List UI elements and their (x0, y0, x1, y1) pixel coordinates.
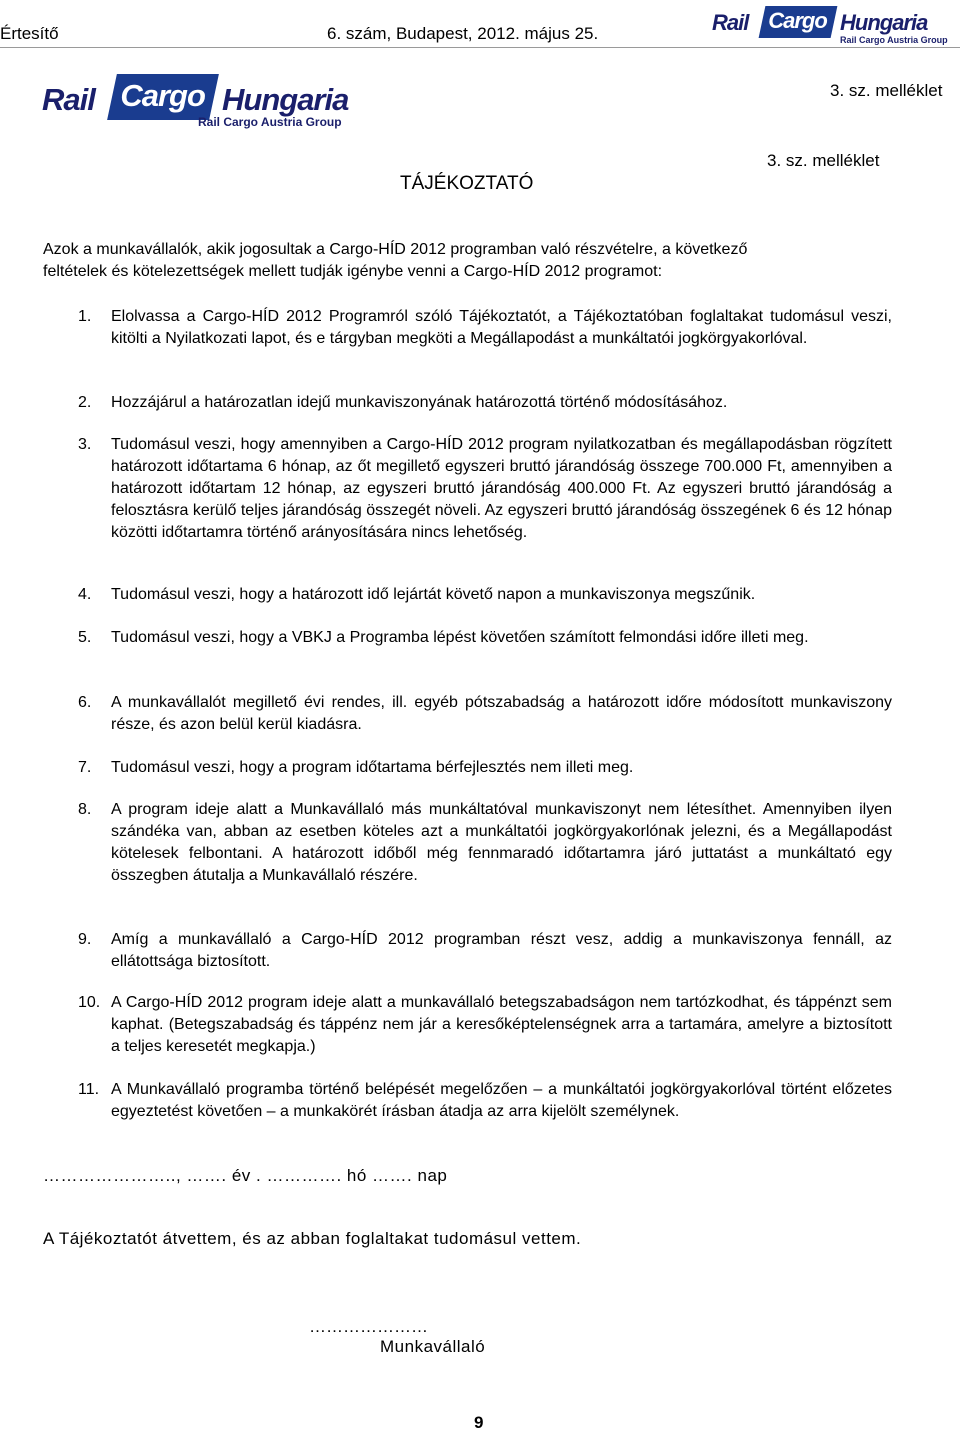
header-rule (0, 47, 960, 48)
journal-name: Értesítő (0, 24, 59, 43)
item-text: Elolvassa a Cargo-HÍD 2012 Programról szóló Tájékoztatót, a Tájékoztatóban foglaltakat tudomásul veszi, kitölti a Nyilatkozati lapot, és e tárgyban megköti a Megállapodást a munkáltatói jogkörgyakorlóval. (111, 308, 892, 347)
annex-label-top: 3. sz. melléklet (830, 81, 943, 100)
page-number: 9 (474, 1413, 484, 1432)
item-number: 4. (78, 586, 92, 603)
logo-rail-text: Rail (42, 82, 95, 117)
logo-group-text: Rail Cargo Austria Group (198, 115, 342, 129)
item-number: 1. (78, 308, 92, 325)
item-text: Amíg a munkavállaló a Cargo-HÍD 2012 programban részt vesz, addig a munkaviszonya fennáll, az ellátottsága biztosított. (111, 931, 892, 970)
logo-hungaria-text: Hungaria (222, 82, 349, 117)
item-number: 11. (78, 1081, 100, 1098)
signature-line: ………………… (309, 1317, 428, 1336)
intro-line-1: Azok a munkavállalók, akik jogosultak a Cargo-HÍD 2012 programban való részvételre, a következő (43, 241, 748, 258)
acknowledgement: A Tájékoztatót átvettem, és az abban foglaltakat tudomásul vettem. (43, 1229, 582, 1248)
logo-rail-text: Rail (712, 10, 749, 35)
annex-label: 3. sz. melléklet (767, 151, 880, 170)
item-text: Hozzájárul a határozatlan idejű munkaviszonyának határozottá történő módosításához. (111, 394, 728, 411)
item-text: Tudomásul veszi, hogy amennyiben a Cargo-HÍD 2012 program nyilatkozatban és megállapodásban rögzített határozott időtartama 6 hónap, az őt megillető egyszeri bruttó járandóság összege 700.000 Ft, amennyiben a határozott időtartam 12 hónap, az egyszeri bruttó járandóság 400.000 Ft. Az egyszeri bruttó járandóság a felosztásra kerülő teljes járandóság összegét növeli. Az egyszeri bruttó járandóság összegének 6 és 12 hónap közötti időtartamra történő arányosítására nincs lehetőség. (111, 436, 892, 541)
item-text: A program ideje alatt a Munkavállaló más munkáltatóval munkaviszonyt nem létesíthet. Amennyiben ilyen szándéka van, abban az esetben köteles azt a munkáltatói jogkörgyakorlónak jelezni, és a Megállapodást kötelesek felbontani. A határozott időből még fennmaradó időtartamra járó juttatást a munkáltató egy összegben átutalja a Munkavállaló részére. (111, 801, 892, 884)
logo-cargo-box: Cargo (107, 74, 218, 120)
item-number: 5. (78, 629, 92, 646)
item-text: Tudomásul veszi, hogy a VBKJ a Programba lépést követően számított felmondási időre illeti meg. (111, 629, 809, 646)
document-title: TÁJÉKOZTATÓ (400, 173, 534, 194)
item-number: 9. (78, 931, 92, 948)
item-text: A Cargo-HÍD 2012 program ideje alatt a munkavállaló betegszabadságon nem tartózkodhat, és táppénzt sem kaphat. (Betegszabadság és táppénz nem jár a keresőképtelenségnek arra a tartamára, amelyre a biztosított a teljes keresetét megkapja.) (111, 994, 892, 1055)
item-text: A Munkavállaló programba történő belépését megelőzően – a munkáltatói jogkörgyakorlóval történt előzetes egyeztetést követően – a munkakörét írásban átadja az arra kijelölt személynek. (111, 1081, 892, 1120)
item-text: A munkavállalót megillető évi rendes, ill. egyéb pótszabadság a határozott időre módosított munkaviszony része, és azon belül kerül kiadásra. (111, 694, 892, 733)
item-number: 2. (78, 394, 92, 411)
date-line: ………………….., ……. év . …………. hó ……. nap (43, 1166, 448, 1185)
company-logo (42, 72, 352, 128)
logo-hungaria-text: Hungaria (840, 10, 928, 35)
header-logo (712, 4, 960, 46)
item-text: Tudomásul veszi, hogy a határozott idő lejártát követő napon a munkaviszonya megszűnik. (111, 586, 756, 603)
intro-line-2: feltételek és kötelezettségek mellett tudják igénybe venni a Cargo-HÍD 2012 programot: (43, 263, 663, 280)
signature-label: Munkavállaló (380, 1337, 486, 1356)
item-text: Tudomásul veszi, hogy a program időtartama bérfejlesztés nem illeti meg. (111, 759, 634, 776)
item-number: 7. (78, 759, 92, 776)
logo-group-text: Rail Cargo Austria Group (840, 35, 948, 45)
item-number: 8. (78, 801, 92, 818)
item-number: 3. (78, 436, 92, 453)
issue-info: 6. szám, Budapest, 2012. május 25. (327, 24, 599, 43)
logo-cargo-box: Cargo (759, 6, 837, 38)
item-number: 10. (78, 994, 101, 1011)
item-number: 6. (78, 694, 92, 711)
